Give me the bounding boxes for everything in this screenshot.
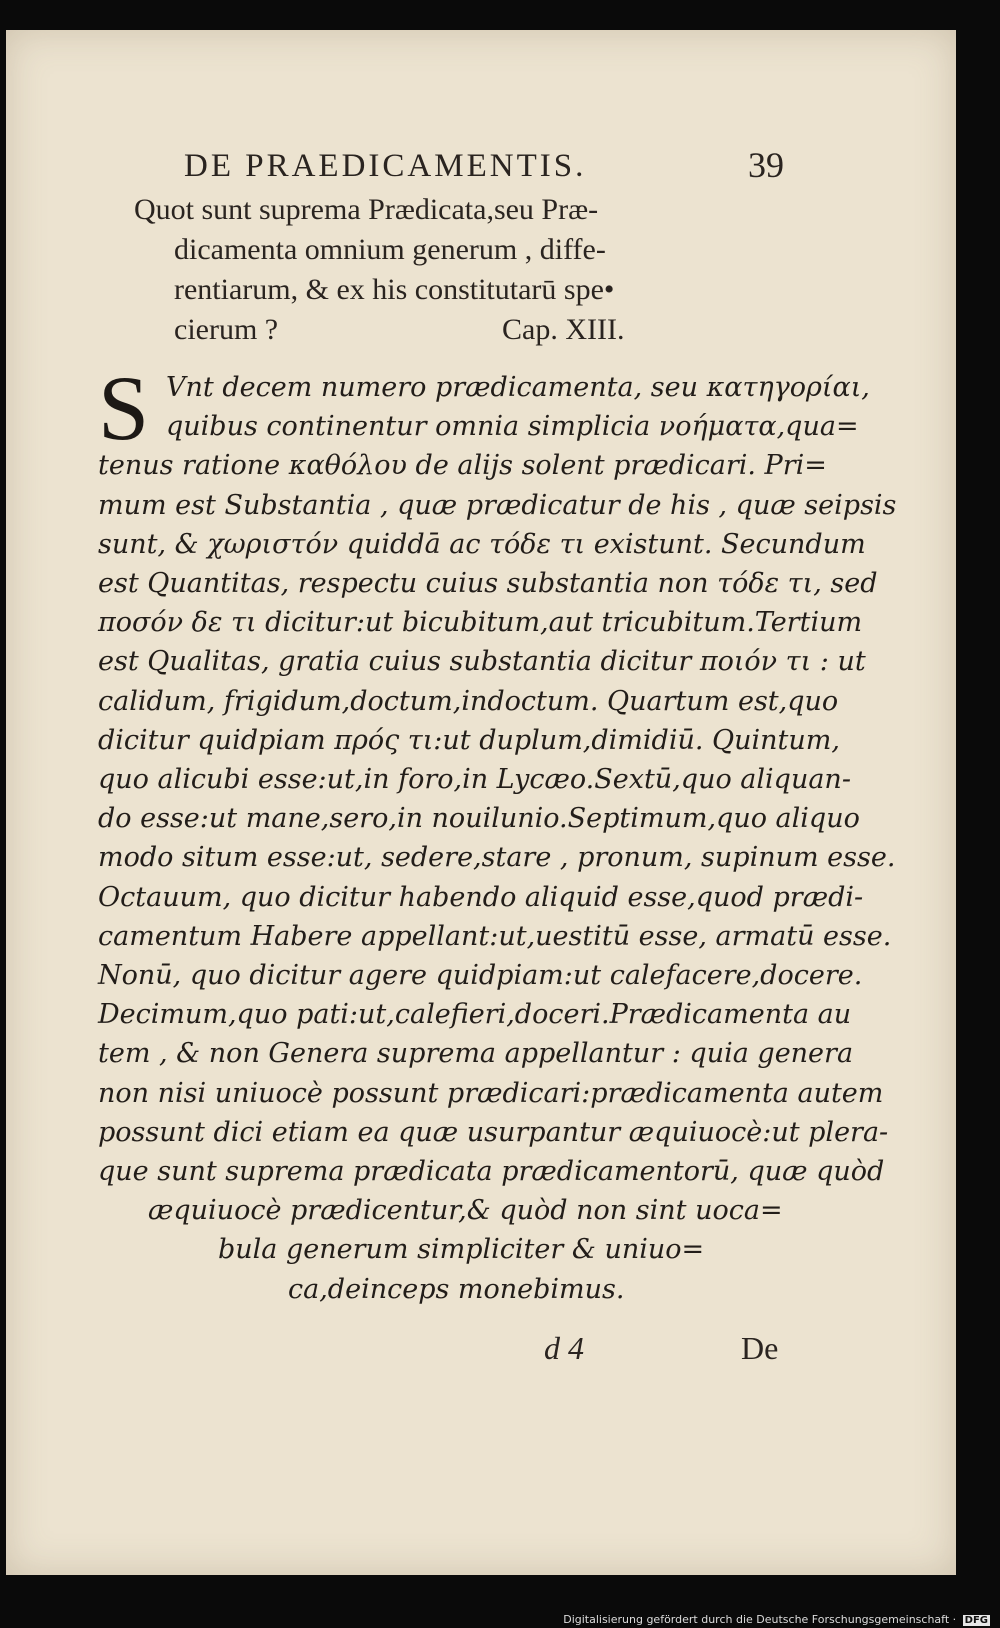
running-head: DE PRAEDICAMENTIS. — [184, 148, 587, 184]
chapter-heading — [134, 190, 774, 350]
book-page — [6, 30, 956, 1575]
text-line: est Qualitas, gratia cuius substantia dicitur ποιόν τι : ut — [98, 646, 866, 678]
heading-line: dicamenta omnium generum , diffe- — [174, 233, 606, 266]
text-line: Octauum, quo dicitur habendo aliquid esse,quod prædi- — [98, 881, 864, 913]
text-line: Nonū, quo dicitur agere quidpiam:ut calefacere,docere. — [98, 960, 863, 992]
text-line: camentum Habere appellant:ut,uestitū esse, armatū esse. — [98, 920, 892, 952]
digitization-credit: Digitalisierung gefördert durch die Deutsche Forschungsgemeinschaft · DFG — [563, 1613, 988, 1626]
text-line: do esse:ut mane,sero,in nouilunio.Septimum,quo aliquo — [98, 803, 860, 835]
text-line: non nisi uniuocè possunt prædicari:prædicamenta autem — [98, 1077, 884, 1109]
heading-line: Quot sunt suprema Prædicata,seu Præ- — [134, 193, 599, 226]
text-line: Vnt decem numero prædicamenta, seu κατηγορίαι, — [166, 372, 870, 403]
dfg-logo: DFG — [964, 1615, 988, 1626]
text-line: dicitur quidpiam πρός τι:ut duplum,dimidiū. Quintum, — [98, 724, 840, 756]
text-line: tenus ratione καθόλου de alijs solent prædicari. Pri= — [98, 450, 827, 482]
heading-line: cierum ? — [174, 313, 279, 346]
catchword: De — [741, 1330, 779, 1366]
text-line: quibus continentur omnia simplicia νοήματα,qua= — [166, 411, 859, 443]
text-line: æquiuocè prædicentur,& quòd non sint uoca= — [148, 1195, 783, 1227]
text-line: que sunt suprema prædicata prædicamentorū, quæ quòd — [98, 1156, 885, 1188]
text-line: Decimum,quo pati:ut,calefieri,doceri.Prædicamenta au — [98, 999, 852, 1031]
text-line: calidum, frigidum,doctum,indoctum. Quartum est,quo — [98, 685, 839, 717]
text-line: sunt, & χωριστόν quiddā ac τόδε τι existunt. Secundum — [98, 528, 866, 560]
page-number: 39 — [748, 145, 784, 185]
chapter-number: Cap. XIII. — [502, 313, 625, 346]
text-line: ca,deinceps monebimus. — [288, 1273, 625, 1305]
drop-cap-initial: S — [98, 357, 150, 459]
text-line: ποσόν δε τι dicitur:ut bicubitum,aut tricubitum.Tertium — [98, 607, 863, 639]
text-line: possunt dici etiam ea quæ usurpantur æquiuocè:ut plera- — [98, 1116, 889, 1148]
text-line: modo situm esse:ut, sedere,stare , pronum, supinum esse. — [98, 842, 896, 874]
body-text — [98, 357, 897, 1309]
text-line: quo alicubi esse:ut,in foro,in Lycæo.Sextū,quo aliquan- — [98, 764, 851, 796]
heading-line: rentiarum, & ex his constitutarū spe• — [174, 273, 615, 306]
text-line: tem , & non Genera suprema appellantur : quia genera — [98, 1038, 854, 1070]
text-line: est Quantitas, respectu cuius substantia non τόδε τι, sed — [98, 568, 878, 600]
text-line: mum est Substantia , quæ prædicatur de his , quæ seipsis — [98, 489, 897, 521]
credit-text: Digitalisierung gefördert durch die Deutsche Forschungsgemeinschaft — [563, 1613, 950, 1626]
signature-mark: d 4 — [544, 1330, 584, 1366]
text-line: bula generum simpliciter & uniuo= — [218, 1234, 705, 1266]
